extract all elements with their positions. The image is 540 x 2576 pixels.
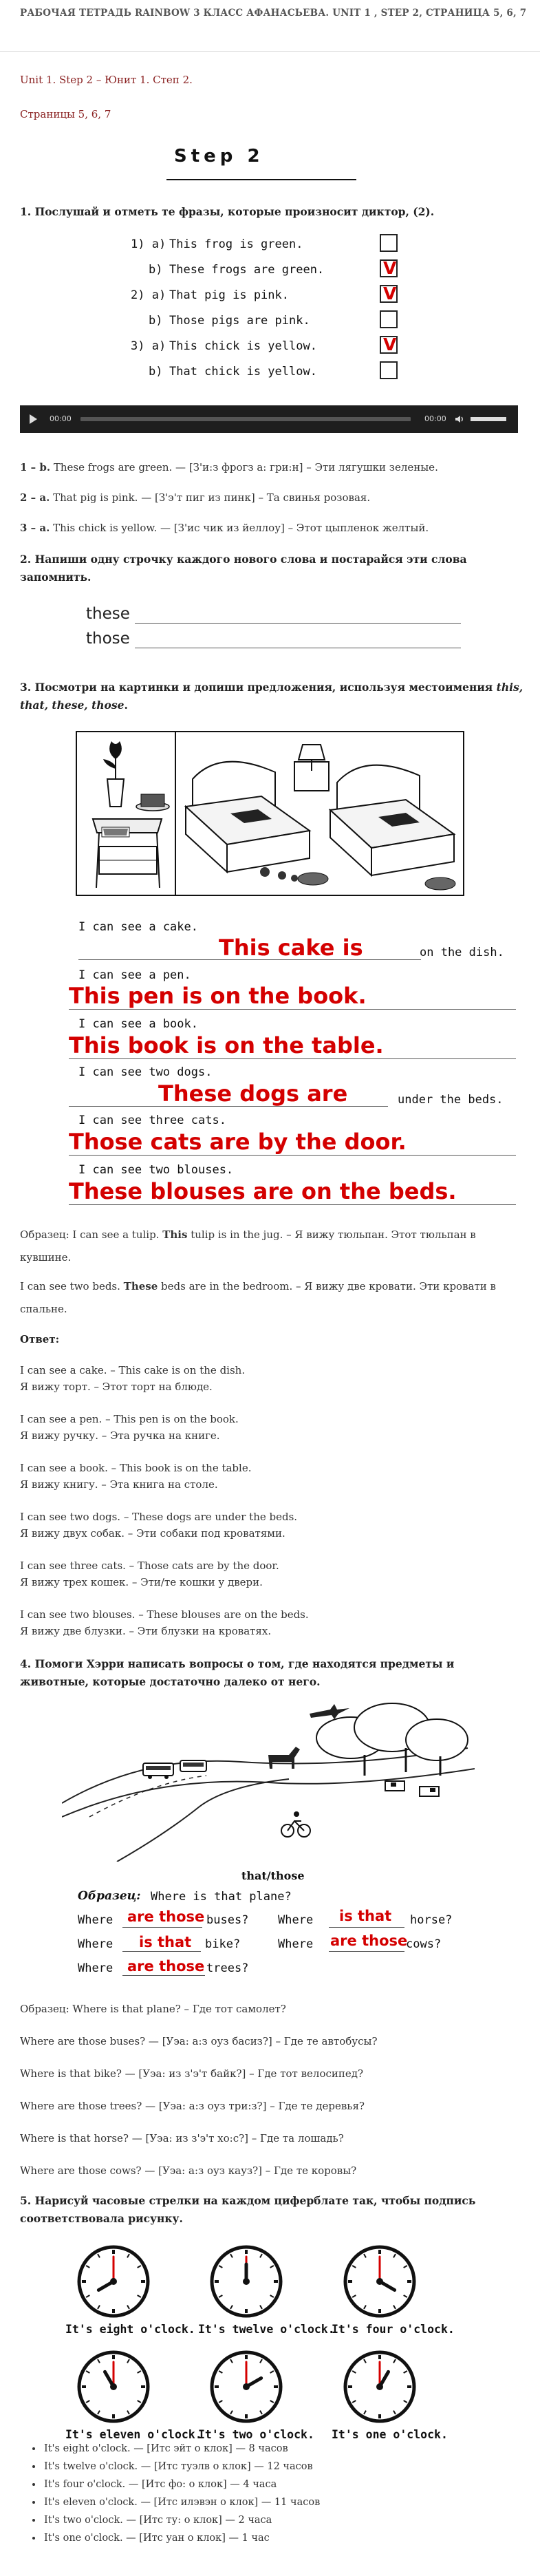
answer-line[interactable] [122, 1951, 201, 1952]
translation-ru: Я вижу трех кошек. – Эти/те кошки у двери. [20, 1576, 263, 1588]
task4-answer-4: are those [330, 1933, 408, 1949]
task5-list-item: • It's eleven o'clock. — [Итс илэвэн о клок] — 11 часов [43, 2493, 320, 2511]
task1-item-3-num: 2) a) [131, 288, 166, 302]
picture-label: that/those [241, 1869, 305, 1882]
task5-list-item: • It's four o'clock. — [Итс фо: о клок] — 4 часа [43, 2476, 320, 2493]
task4-heading: 4. Помоги Хэрри написать вопросы о том, где находятся предметы и животные, которые достаточно далеко от него. [20, 1657, 455, 1688]
clock-label: It's eleven o'clock. [65, 2428, 202, 2441]
task1-item-2-num: b) [149, 263, 163, 277]
answer-text: This chick is yellow. — [З'ис чик из йеллоу] – Этот цыпленок желтый. [50, 522, 429, 534]
answer-text: These frogs are green. — [З'и:з фрогз а: гри:н] – Эти лягушки зеленые. [50, 461, 438, 473]
where-label: Where [278, 1913, 314, 1927]
task3-suffix-1: on the dish. [420, 946, 504, 959]
example-text: beds are in the bedroom. – Я вижу две кровати. Эти кровати в спальне. [20, 1280, 496, 1315]
task1-item-4-num: b) [149, 314, 163, 328]
task4-answer-5: are those [127, 1958, 205, 1974]
task1-item-4-checkbox[interactable] [380, 310, 398, 328]
task3-suffix-4: under the beds. [398, 1093, 504, 1107]
task1-item-5-checkbox[interactable] [380, 336, 398, 354]
answer-line[interactable] [69, 1204, 516, 1205]
task1-item-1-checkbox[interactable] [380, 234, 398, 252]
clock-icon [209, 2244, 283, 2319]
translation-ru: Я вижу книгу. – Эта книга на столе. [20, 1478, 218, 1491]
answer-line[interactable] [69, 1155, 516, 1156]
example-label: Образец: [78, 1889, 141, 1903]
clock-face[interactable] [76, 2350, 151, 2427]
task1-item-3-checkbox[interactable] [380, 285, 398, 303]
answer-id: 1 – b. [20, 461, 51, 473]
answer-label: Ответ: [20, 1333, 60, 1345]
translation-en: I can see a cake. – This cake is on the dish. [20, 1364, 246, 1376]
task4-suffix-4: cows? [406, 1937, 442, 1951]
task3-answer-6: These blouses are on the beds. [69, 1178, 457, 1204]
header-divider [0, 51, 540, 52]
word-these: these [86, 605, 130, 623]
translation-ru: Я вижу торт. – Этот торт на блюде. [20, 1381, 213, 1393]
task2-heading: 2. Напиши одну строчку каждого нового слова и постарайся эти слова запомнить. [20, 553, 467, 584]
clock-face[interactable] [343, 2350, 417, 2427]
task5-list-item: • It's one o'clock. — [Итс уан о клок] — 1 час [43, 2529, 320, 2547]
task1-item-6-checkbox[interactable] [380, 361, 398, 379]
task3-heading [20, 679, 526, 714]
volume-slider[interactable] [471, 417, 506, 421]
task3-answer-5: Those cats are by the door. [69, 1129, 407, 1155]
task1-item-6-text: That chick is yellow. [169, 365, 317, 379]
task1-answer-3 [20, 522, 429, 534]
task5-list-item: • It's twelve o'clock. — [Итс туэлв о клок] — 12 часов [43, 2458, 320, 2476]
answer-line[interactable] [69, 1009, 516, 1010]
task1-item-2-text: These frogs are green. [169, 263, 325, 277]
example-text: I can see two beds. [20, 1280, 124, 1292]
translation-en: I can see a pen. – This pen is on the book. [20, 1413, 239, 1425]
example-text: Образец: I can see a tulip. [20, 1228, 163, 1241]
clock-face[interactable] [209, 2244, 283, 2321]
answer-id: 2 – a. [20, 491, 50, 504]
breadcrumb: Unit 1. Step 2 – Юнит 1. Степ 2. [20, 74, 193, 86]
clock-label: It's eight o'clock. [65, 2323, 195, 2336]
translation-ru: Я вижу двух собак. – Эти собаки под кроватями. [20, 1527, 285, 1540]
task5-list [28, 2440, 320, 2547]
clock-label: It's twelve o'clock. [198, 2323, 335, 2336]
task4-suffix-2: horse? [410, 1913, 453, 1927]
clock-face[interactable] [209, 2350, 283, 2427]
rooms-illustration [76, 731, 464, 896]
task1-heading: 1. Послушай и отметь те фразы, которые произносит диктор, (2). [20, 205, 435, 218]
task1-item-5-num: 3) a) [131, 339, 166, 353]
answer-line[interactable] [122, 1927, 202, 1928]
clock-icon [209, 2350, 283, 2424]
task4-translation: Where is that horse? — [Уэа: из з'э'т хо:с?] – Где та лошадь? [20, 2132, 344, 2144]
volume-icon[interactable] [454, 414, 465, 425]
clock-icon [343, 2350, 417, 2424]
clock-face[interactable] [76, 2244, 151, 2321]
task4-translation: Where are those buses? — [Уэа: а:з оуз басиз?] – Где те автобусы? [20, 2035, 378, 2047]
where-label: Where [78, 1961, 114, 1975]
task3-prompt-4: I can see two dogs. [78, 1065, 213, 1079]
answer-line[interactable] [329, 1927, 404, 1928]
task3-answer-3: This book is on the table. [69, 1032, 384, 1058]
word-those: those [86, 630, 130, 648]
task5-list-item: • It's two o'clock. — [Итс ту: о клок] — 2 часа [43, 2511, 320, 2529]
task5-heading: 5. Нарисуй часовые стрелки на каждом циферблате так, чтобы подпись соответствовала рисунку. [20, 2194, 476, 2225]
clock-icon [76, 2244, 151, 2319]
where-label: Where [278, 1937, 314, 1951]
landscape-illustration [62, 1679, 475, 1862]
translation-en: I can see three cats. – Those cats are by the door. [20, 1560, 279, 1572]
translation-ru: Я вижу две блузки. – Эти блузки на кроватях. [20, 1625, 272, 1637]
task3-prompt-3: I can see a book. [78, 1017, 198, 1031]
page-numbers: Страницы 5, 6, 7 [20, 108, 111, 120]
translation-en: I can see two dogs. – These dogs are under the beds. [20, 1511, 298, 1523]
task1-item-4-text: Those pigs are pink. [169, 314, 310, 328]
check-mark: V [383, 284, 397, 304]
task3-prompt-5: I can see three cats. [78, 1114, 226, 1127]
task1-item-1-text: This frog is green. [169, 237, 303, 251]
check-mark: V [383, 334, 397, 354]
task4-answer-1: are those [127, 1908, 205, 1925]
answer-line[interactable] [122, 1975, 205, 1976]
task4-translation: Where are those cows? — [Уэа: а:з оуз кауз?] – Где те коровы? [20, 2164, 357, 2177]
task3-prompt-2: I can see a pen. [78, 968, 191, 982]
task3-example-1 [20, 1224, 526, 1269]
task1-item-3-text: That pig is pink. [169, 288, 289, 302]
task4-translation: Where are those trees? — [Уэа: а:з оуз три:з?] – Где те деревья? [20, 2100, 365, 2112]
task3-prompt-1: I can see a cake. [78, 920, 198, 934]
landscape-picture [62, 1679, 475, 1862]
time-current: 00:00 [50, 414, 72, 423]
translation-en: I can see a book. – This book is on the table. [20, 1462, 252, 1474]
task4-suffix-5: trees? [206, 1961, 249, 1975]
task3-example-2 [20, 1275, 526, 1321]
task1-item-6-num: b) [149, 365, 163, 379]
answer-id: 3 – a. [20, 522, 50, 534]
task1-answer-2 [20, 491, 370, 504]
check-mark: V [383, 258, 397, 278]
page-title: РАБОЧАЯ ТЕТРАДЬ RAINBOW 3 КЛАСС АФАНАСЬЕВА. UNIT 1 , STEP 2, СТРАНИЦА 5, 6, 7 [20, 8, 527, 19]
task1-item-2-checkbox[interactable] [380, 259, 398, 277]
step-title: Step 2 [174, 146, 264, 167]
task3-answer-1: This cake is [219, 935, 363, 961]
time-duration: 00:00 [424, 414, 446, 423]
task4-translation: Образец: Where is that plane? – Где тот самолет? [20, 2003, 286, 2015]
task3-answer-2: This pen is on the book. [69, 983, 367, 1009]
example-bold: This [162, 1228, 188, 1241]
play-icon[interactable] [30, 414, 37, 424]
example-text: tulip is in the jug. – Я вижу тюльпан. Этот тюльпан в кувшине. [20, 1228, 476, 1264]
task3-prompt-6: I can see two blouses. [78, 1163, 234, 1177]
clock-label: It's four o'clock. [332, 2323, 455, 2336]
example-bold: These [123, 1280, 158, 1292]
writing-line[interactable] [135, 623, 461, 624]
clock-label: It's one o'clock. [332, 2428, 448, 2441]
heading-end: . [124, 699, 128, 712]
clock-label: It's two o'clock. [198, 2428, 314, 2441]
clock-icon [343, 2244, 417, 2319]
translation-en: I can see two blouses. – These blouses are on the beds. [20, 1608, 309, 1621]
task4-translation: Where is that bike? — [Уэа: из з'э'т байк?] – Где тот велосипед? [20, 2067, 364, 2080]
task1-item-5-text: This chick is yellow. [169, 339, 317, 353]
progress-bar[interactable] [80, 417, 411, 421]
task3-answer-4: These dogs are [158, 1081, 348, 1107]
task4-suffix-1: buses? [206, 1913, 249, 1927]
audio-player [20, 405, 518, 433]
where-label: Where [78, 1913, 114, 1927]
bedroom-picture [76, 731, 464, 896]
heading-text: 3. Посмотри на картинки и допиши предложения, используя местоимения [20, 681, 497, 694]
example-question: Where is that plane? [151, 1890, 292, 1904]
answer-line[interactable] [69, 1058, 516, 1059]
answer-line[interactable] [329, 1951, 404, 1952]
heading-pronouns: this, that, these, those [20, 681, 523, 712]
answer-text: That pig is pink. — [З'э'т пиг из пинк] – Та свинья розовая. [50, 491, 371, 504]
task4-suffix-3: bike? [205, 1937, 241, 1951]
task1-answer-1 [20, 461, 438, 473]
task4-answer-2: is that [339, 1908, 392, 1924]
step-title-underline [166, 179, 356, 180]
task5-list-item: • It's eight o'clock. — [Итс эйт о клок] — 8 часов [43, 2440, 320, 2458]
translation-ru: Я вижу ручку. – Эта ручка на книге. [20, 1429, 220, 1442]
clock-icon [76, 2350, 151, 2424]
clock-face[interactable] [343, 2244, 417, 2321]
task4-answer-3: is that [139, 1934, 192, 1950]
where-label: Where [78, 1937, 114, 1951]
task1-item-1-num: 1) a) [131, 237, 166, 251]
